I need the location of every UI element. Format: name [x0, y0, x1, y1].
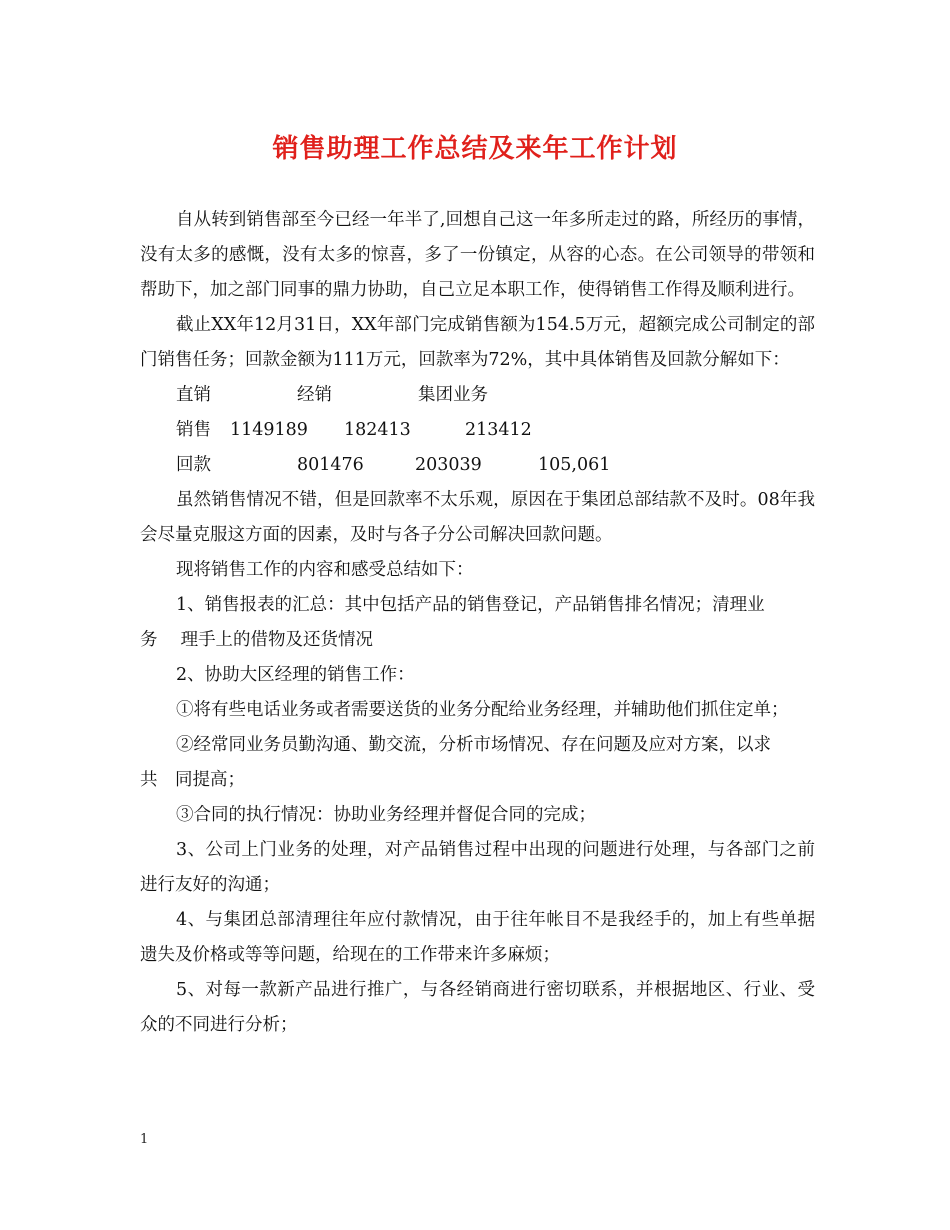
paragraph-sales-summary: 截止XX年12月31日，XX年部门完成销售额为154.5万元，超额完成公司制定的部门销售任务；回款金额为111万元，回款率为72%，其中具体销售及回款分解如下： — [140, 315, 815, 370]
table-cell: 203039 — [415, 455, 482, 475]
table-row-label: 回款 — [176, 455, 211, 475]
paragraph-item-2-b-cont: 共 同提高； — [140, 770, 245, 790]
table-header-group: 集团业务 — [418, 385, 488, 405]
table-header-row — [140, 378, 815, 413]
paragraph-item-2-a: ①将有些电话业务或者需要送货的业务分配给业务经理，并辅助他们抓住定单； — [176, 700, 789, 720]
table-cell: 182413 — [344, 420, 411, 440]
paragraph-item-1: 1、销售报表的汇总：其中包括产品的销售登记，产品销售排名情况；清理业 — [176, 595, 765, 615]
table-cell: 801476 — [297, 455, 364, 475]
document-title: 销售助理工作总结及来年工作计划 — [272, 134, 678, 164]
table-row-payments — [140, 448, 815, 483]
paragraph-item-1-cont: 务 理手上的借物及还货情况 — [140, 630, 374, 650]
paragraph-item-2-b: ②经常同业务员勤沟通、勤交流，分析市场情况、存在问题及应对方案，以求 — [176, 735, 771, 755]
table-cell: 213412 — [465, 420, 532, 440]
table-cell: 1149189 — [230, 420, 308, 440]
paragraph-item-3: 3、公司上门业务的处理，对产品销售过程中出现的问题进行处理，与各部门之前进行友好的沟通； — [140, 840, 815, 895]
page-number: 1 — [140, 1132, 149, 1147]
document-body — [140, 203, 815, 1043]
table-header-direct: 直销 — [176, 385, 211, 405]
paragraph-item-2: 2、协助大区经理的销售工作： — [176, 665, 415, 685]
paragraph-intro: 自从转到销售部至今已经一年半了,回想自己这一年多所走过的路，所经历的事情，没有太多的感慨，没有太多的惊喜，多了一份镇定，从容的心态。在公司领导的带领和帮助下，加之部门同事的鼎力协助，自己立足本职工作，使得销售工作得及顺利进行。 — [140, 210, 815, 300]
table-header-distribution: 经销 — [297, 385, 332, 405]
table-row-label: 销售 — [176, 420, 211, 440]
paragraph-item-2-c: ③合同的执行情况：协助业务经理并督促合同的完成； — [176, 805, 596, 825]
table-cell: 105,061 — [538, 455, 611, 475]
paragraph-summary-intro: 现将销售工作的内容和感受总结如下： — [176, 560, 474, 580]
paragraph-item-5: 5、对每一款新产品进行推广，与各经销商进行密切联系，并根据地区、行业、受众的不同进行分析； — [140, 980, 815, 1035]
paragraph-payment-analysis: 虽然销售情况不错，但是回款率不太乐观，原因在于集团总部结款不及时。08年我会尽量克服这方面的因素，及时与各子分公司解决回款问题。 — [140, 490, 815, 545]
paragraph-item-4: 4、与集团总部清理往年应付款情况，由于往年帐目不是我经手的，加上有些单据遗失及价格或等等问题，给现在的工作带来许多麻烦； — [140, 910, 815, 965]
table-row-sales — [140, 413, 815, 448]
